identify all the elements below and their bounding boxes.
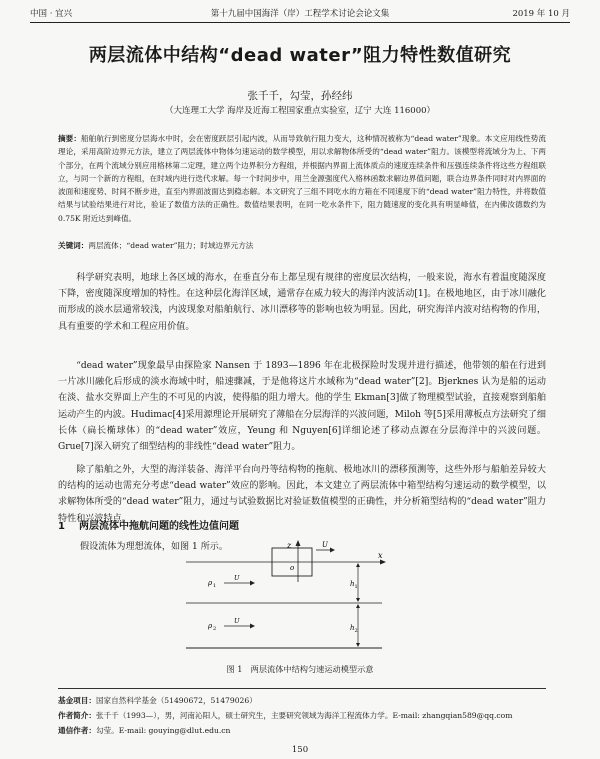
h1-arrow-bottom — [356, 598, 360, 602]
paragraph-intro: 科学研究表明，地球上各区域的海水，在垂直分布上都呈现有规律的密度层次结构，一般来说，海水有着温度随深度下降，密度随深度增加的特性。在这种层化海洋区域，通常存在威力较大的海洋内波活动[1]。在极地地区，由于冰川融化而形成的淡水层通常较浅，内波现象对船舶航行、冰川漂移等的影响也较为明显。因此，研究海洋内波对结构物的作用，具有重要的学术和工程应用价值。 — [58, 273, 546, 332]
rho1-sub: 1 — [213, 583, 217, 589]
abstract-text: 船舶航行到密度分层海水中时，会在密度跃层引起内波，从而导致航行阻力变大，这种情况被称为“dead water”现象。本文应用线性势流理论，采用高阶边界元方法，建立了两层流体中物体匀速运动的数学模型，用以求解物体所受的“dead water”阻力。该模型将流域分为上、下两个部分，在两个流域分别应用格林第二定理，建立两个边界积分方程组，并根据内界面上流体质点的速度连续条件和压强连续条件将这些方程组联立，与同一个新的方程组，在时域内进行迭代求解。每一个时间步中，用兰金源强度代入格林函数求解边界值问题，联合边界条件同时对内界面的波面和速度势、时间不断步进，直至内界面波面达到稳态解。本文研究了三组不同吃水的方箱在不同速度下的“dead water”阻力特性，并将数值结果与试验结果进行对比，验证了数值方法的正确性。数值结果表明，在同一吃水条件下，阻力随速度的变化具有明显峰值，在内佛汝德数约为 0.75K 附近达到峰值。 — [58, 134, 547, 223]
header-rule — [30, 22, 570, 23]
keywords-text: 两层流体；“dead water”阻力；时域边界元方法 — [88, 241, 254, 250]
u1-label: U — [234, 574, 240, 582]
footnote-corresponding — [58, 725, 558, 736]
h2-arrow-top — [356, 604, 360, 608]
author-text: 张千千（1993—），男，河南沁阳人，硕士研究生，主要研究领域为海洋工程流体力学。E-mail: zhangqian589@qq.com — [95, 711, 513, 720]
figure-two-layer-model — [182, 540, 422, 660]
u2-label: U — [234, 617, 240, 625]
velocity-label: U — [322, 541, 328, 549]
keywords — [58, 240, 546, 251]
figure-caption: 图 1 两层流体中结构匀速运动模型示意 — [226, 664, 374, 674]
abstract-label: 摘要： — [58, 134, 81, 143]
current-upper-head — [250, 581, 255, 586]
corr-label: 通信作者： — [58, 726, 96, 735]
h2-sub: 2 — [354, 628, 358, 634]
x-label: x — [378, 551, 383, 560]
z-label: z — [287, 541, 292, 550]
h1-label: h — [350, 580, 355, 588]
header-date: 2019 年 10 月 — [512, 9, 570, 19]
abstract — [58, 132, 546, 225]
running-header — [30, 7, 570, 21]
footnote-fund — [58, 695, 558, 706]
corr-text: 勾莹。E-mail: gouying@dlut.edu.cn — [95, 726, 231, 735]
paragraph-history: “dead water”现象最早由探险家 Nansen 于 1893—1896 年在北极探险时发现并进行描述，他带领的船在行进到一片冰川融化后形成的淡水海域中时，船速骤减，于是他将这片水域称为“dead water”[2]。Bjerknes 认为是船的运动在淡、盐水交界面上产生的不可见的内波，使得船的阻力增大。他的学生 Ekman[3]做了物理模型试验，直接观察到船舶运动产生的内波。Hudimac[4]采用源理论开展研究了薄船在分层海洋的兴波问题，Miloh 等[5]采用薄板点方法研究了细长体（扁长椭球体）的“dead water”效应，Yeung 和 Nguyen[6]详细论述了移动点源在分层海洋中的兴波问题。Grue[7]深入研究了细型结构的非线性“dead water”阻力。 — [58, 361, 546, 453]
h2-arrow-bottom — [356, 643, 360, 647]
footnote-author — [58, 710, 558, 721]
section-heading — [58, 517, 253, 532]
rho1-label: ρ — [208, 579, 213, 587]
header-proceedings: 第十九届中国海洋（岸）工程学术讨论会论文集 — [210, 9, 390, 19]
section-number: 1 — [58, 521, 65, 532]
paragraph-assumption: 假设流体为理想流体，如图 1 所示。 — [80, 542, 228, 552]
h1-arrow-top — [356, 563, 360, 567]
rho2-sub: 2 — [213, 626, 217, 632]
header-location: 中国 · 宜兴 — [30, 9, 73, 19]
author-label: 作者简介： — [58, 711, 96, 720]
rho2-label: ρ — [208, 622, 213, 630]
x-axis-arrow — [380, 560, 386, 565]
origin-label: o — [290, 564, 295, 572]
keywords-label: 关键词： — [58, 241, 89, 250]
fund-text: 国家自然科学基金（51490672，51479026） — [95, 696, 257, 705]
paragraph-motivation: 除了船舶之外，大型的海洋装备、海洋平台向丹等结构物的拖航、极地冰川的漂移预测等，这些外形与船舶差异较大的结构的运动也需充分考虑“dead water”效应的影响。因此，本文建立了两层流体中箱型结构匀速运动的数学模型，以求解物体所受的“dead water”阻力，通过与试验数据比对验证数值模型的正确性，并分析箱型结构的“dead water”阻力特性和兴波特点。 — [58, 465, 546, 524]
section-title: 两层流体中拖航问题的线性边值问题 — [78, 521, 239, 532]
velocity-arrowhead — [330, 548, 335, 553]
author-list: 张千千，勾莹，孙经纬 — [247, 90, 353, 102]
affiliation: （大连理工大学 海岸及近海工程国家重点实验室，辽宁 大连 116000） — [164, 106, 436, 116]
current-lower-head — [250, 624, 255, 629]
h1-sub: 1 — [354, 584, 358, 590]
page-number: 150 — [291, 745, 309, 755]
h2-label: h — [350, 624, 355, 632]
fund-label: 基金项目： — [58, 696, 96, 705]
paper-title: 两层流体中结构“dead water”阻力特性数值研究 — [88, 45, 512, 66]
footnote-rule — [58, 688, 546, 689]
z-axis-arrow — [296, 540, 301, 546]
